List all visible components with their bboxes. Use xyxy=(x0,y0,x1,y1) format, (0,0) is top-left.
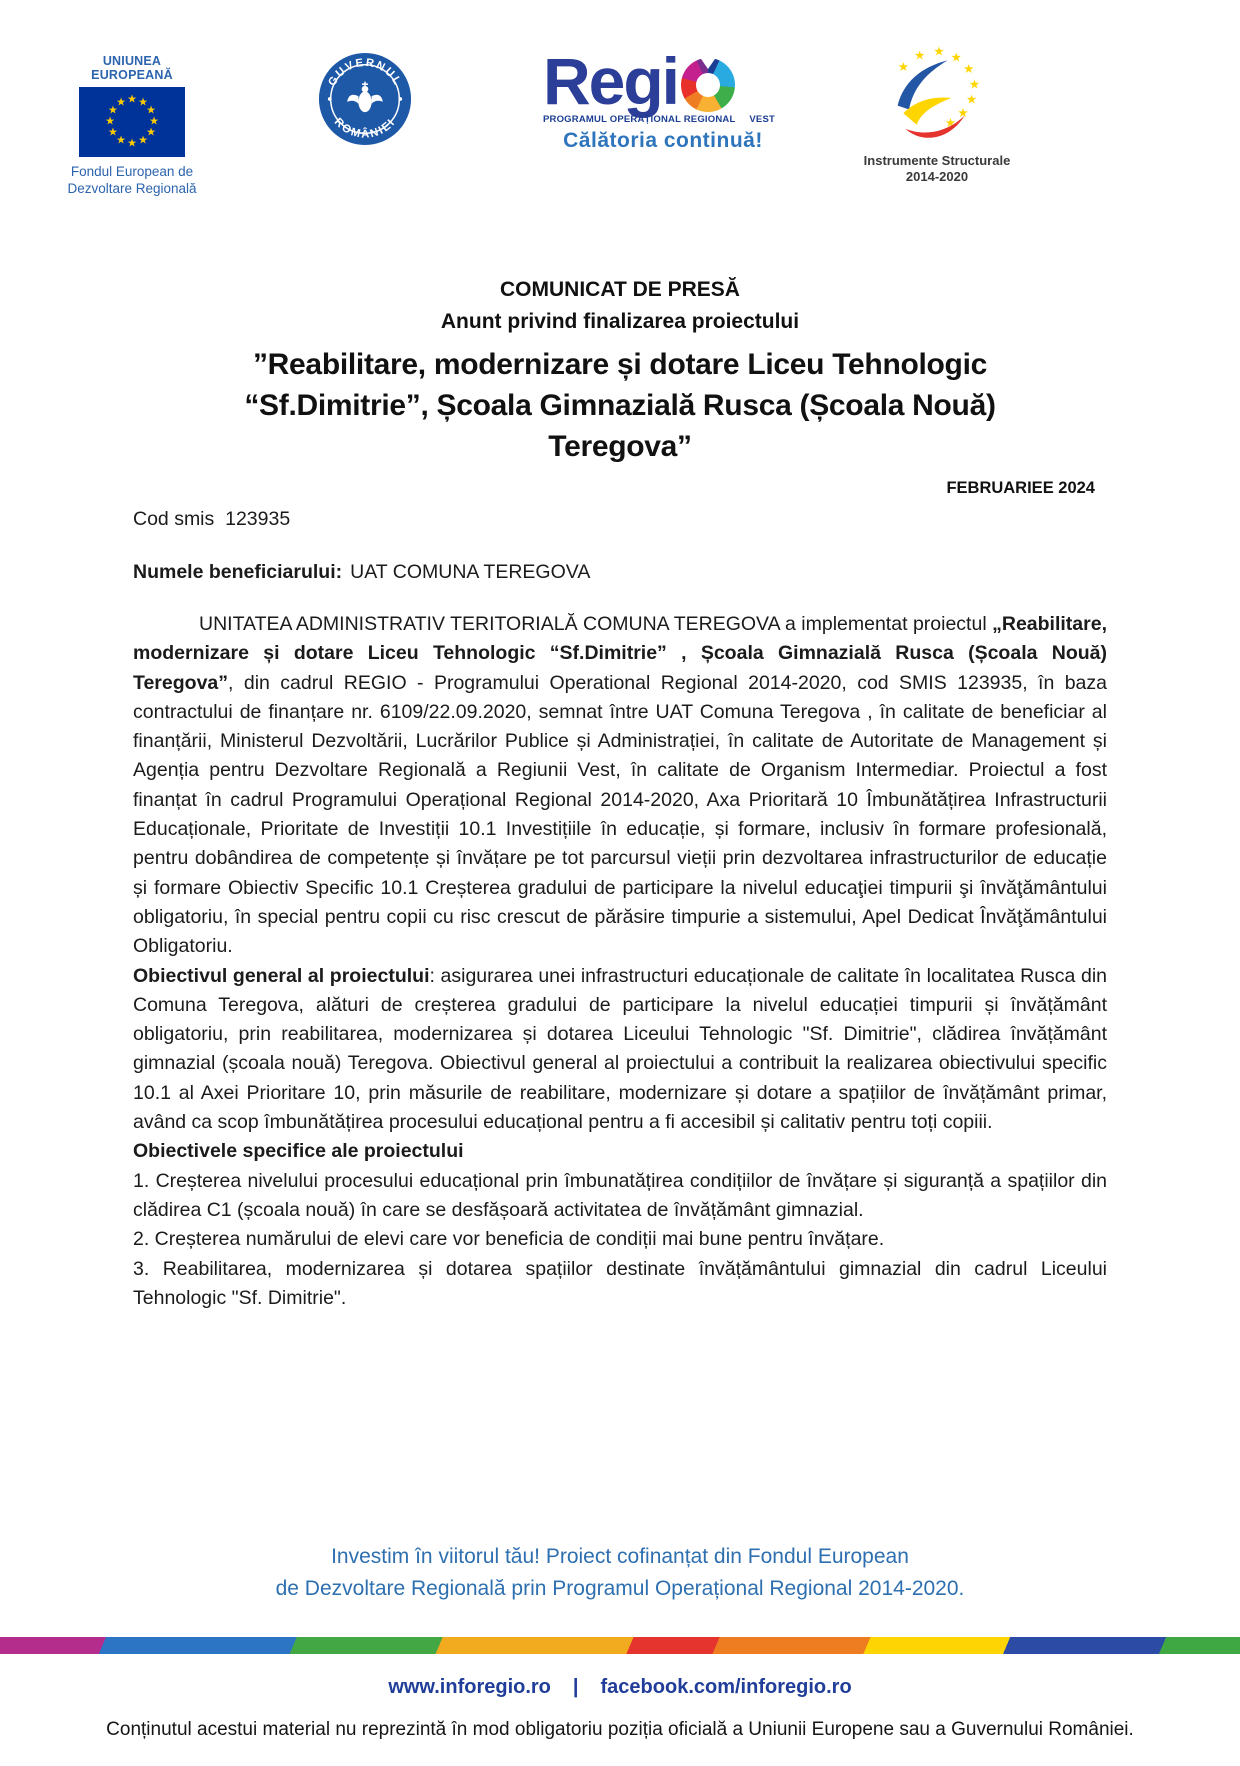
footer-links xyxy=(0,1676,1240,1699)
regio-subtitle-right: VEST xyxy=(749,114,775,125)
beneficiary-line xyxy=(133,561,1107,584)
eu-star-icon: ★ xyxy=(108,126,118,139)
document-body xyxy=(133,278,1107,1313)
government-seal-icon xyxy=(318,52,412,151)
logo-header xyxy=(0,46,1240,206)
objective-item-2: 2. Creșterea numărului de elevi care vor beneficia de condiții mai bune pentru învățare. xyxy=(133,1228,885,1251)
eu-star-icon: ★ xyxy=(108,104,118,117)
svg-text:★: ★ xyxy=(944,115,957,130)
structural-instruments-logo xyxy=(862,46,1012,185)
svg-text:★: ★ xyxy=(966,92,978,107)
website-link[interactable]: www.inforegio.ro xyxy=(388,1676,551,1698)
eu-star-icon: ★ xyxy=(127,93,137,106)
document-heading: COMUNICAT DE PRESĂ xyxy=(500,278,740,301)
regio-logo xyxy=(543,44,783,153)
eu-star-icon: ★ xyxy=(146,104,156,117)
project-name-bold: „Reabilitare, modernizare și dotare Liceu Tehnologic “Sf.Dimitrie” , Școala Gimnazială Rusca (Școala Nouă) Teregova” xyxy=(133,613,1107,694)
eu-star-icon: ★ xyxy=(138,134,148,147)
facebook-link[interactable]: facebook.com/inforegio.ro xyxy=(600,1676,852,1698)
slogan-line2: de Dezvoltare Regională prin Programul Operațional Regional 2014-2020. xyxy=(275,1577,965,1600)
paragraph-project-summary: UNITATEA ADMINISTRATIV TERITORIALĂ COMUNA TEREGOVA a implementat proiectul „Reabilitare, modernizare și dotare Liceu Tehnologic “Sf.Dimitrie” , Școala Gimnazială Rusca (Școala Nouă) Teregova”, din cadrul REGIO - Programului Operational Regional 2014-2020, cod SMIS 123935, în baza contractului de finanțare nr. 6109/22.09.2020, semnat între UAT Comuna Teregova , în calitate de beneficiar al finanțării, Ministerul Dezvoltării, Lucrărilor Publice și Administrației, în calitate de Autoritate de Management și Agenția pentru Dezvoltare Regională a Regiunii Vest, în calitate de Organism Intermediar. Proiectul a fost finanțat în cadrul Programului Operațional Regional 2014-2020, Axa Prioritară 10 Îmbunătățirea Infrastructurii Educaționale, Prioritate de Investiții 10.1 Investițiile în educație, și formare, inclusiv în formare profesională, pentru dobândirea de competențe și învățare pe tot parcursul vieții prin dezvoltarea infrastructurilor de educație și formare Obiectiv Specific 10.1 Creșterea gradului de participare la nivelul educaţiei timpurii şi învăţământului obligatoriu, în special pentru copii cu risc crescut de părăsire timpurie a sistemului, Apel Dedicat Învăţământului Obligatoriu. xyxy=(133,613,1107,958)
eu-logo-title: UNIUNEA EUROPEANĂ xyxy=(91,54,173,82)
document-subheading: Anunt privind finalizarea proiectului xyxy=(440,310,800,333)
specific-objectives-heading: Obiectivele specifice ale proiectului xyxy=(133,1140,464,1163)
paragraph-general-objective: Obiectivul general al proiectului: asigurarea unei infrastructuri educaționale de calitate în localitatea Rusca din Comuna Teregova, alături de creșterea gradului de participare la nivelul educației timpurii și învățământ obligatoriu, prin reabilitarea, modernizarea și dotarea Liceului Tehnologic "Sf. Dimitrie", clădirea învățământ gimnazial (școala nouă) Teregova. Obiectivul general al proiectului a contribuit la realizarea obiectivului specific 10.1 al Axei Prioritare 10, prin măsurile de reabilitare, modernizare și dotare a spațiilor de învățământ primar, având ca scop îmbunătățirea procesului educațional pentru a fi accesibil și calitativ pentru toți copiii. xyxy=(133,964,1107,1134)
eu-star-icon: ★ xyxy=(138,96,148,109)
link-separator: | xyxy=(572,1676,579,1698)
project-title: ”Reabilitare, modernizare și dotare Liceu Tehnologic “Sf.Dimitrie”, Școala Gimnazială Rusca (Școala Nouă) Teregova” xyxy=(244,348,996,463)
beneficiary-value: UAT COMUNA TEREGOVA xyxy=(350,561,591,583)
regio-subtitle-left: PROGRAMUL OPERAȚIONAL REGIONAL xyxy=(543,114,736,125)
eu-star-icon: ★ xyxy=(127,137,137,150)
slogan-line1: Investim în viitorul tău! Proiect cofinanțat din Fondul European xyxy=(331,1545,909,1568)
main-text xyxy=(133,610,1107,1313)
regio-tagline: Călătoria continuă! xyxy=(563,129,763,152)
svg-text:★: ★ xyxy=(957,106,969,121)
cofinancing-slogan xyxy=(0,1541,1240,1605)
svg-text:★: ★ xyxy=(963,61,975,76)
eu-star-icon: ★ xyxy=(116,134,126,147)
beneficiary-label: Numele beneficiarului: xyxy=(133,561,343,583)
general-objective-label: Obiectivul general al proiectului xyxy=(133,964,430,987)
svg-text:★: ★ xyxy=(933,46,945,59)
svg-text:★: ★ xyxy=(950,50,962,65)
objective-item-3: 3. Reabilitarea, modernizarea și dotarea spațiilor destinate învățământului gimnazial din cadrul Liceului Tehnologic "Sf. Dimitrie". xyxy=(133,1257,1107,1309)
objective-item-1: 1. Creșterea nivelului procesului educațional prin îmbunatățirea condițiilor de învățare și siguranță a spațiilor din clădirea C1 (școala nouă) în care se desfășoară activitatea de învățământ gimnazial. xyxy=(133,1169,1107,1221)
structural-instruments-icon xyxy=(874,46,1000,146)
gov-seal-top-text: GUVERNUL xyxy=(326,56,404,89)
eu-logo-caption: Fondul European de Dezvoltare Regională xyxy=(67,164,197,196)
eu-star-icon: ★ xyxy=(116,96,126,109)
svg-text:★: ★ xyxy=(897,60,909,74)
eu-star-icon: ★ xyxy=(105,115,115,128)
eu-star-icon: ★ xyxy=(149,115,159,128)
svg-text:★: ★ xyxy=(968,77,981,92)
regio-color-wheel-icon xyxy=(681,58,735,112)
smis-code: Cod smis 123935 xyxy=(133,508,291,530)
disclaimer-text: Conținutul acestui material nu reprezintă în mod obligatoriu poziția oficială a Uniunii Europene sau a Guvernului României. xyxy=(106,1719,1134,1740)
eu-star-icon: ★ xyxy=(146,126,156,139)
structural-caption-line1: Instrumente Structurale xyxy=(863,153,1011,168)
gov-seal-bottom-text: ROMÂNIEI xyxy=(331,116,399,141)
svg-text:★: ★ xyxy=(914,48,926,63)
date-line: FEBRUARIEE 2024 xyxy=(946,479,1095,497)
eu-flag-icon xyxy=(79,87,185,157)
rainbow-bar xyxy=(0,1637,1240,1654)
regio-wordmark: Regi xyxy=(543,44,679,118)
eu-logo xyxy=(62,54,202,197)
structural-caption-line2: 2014-2020 xyxy=(905,169,969,184)
